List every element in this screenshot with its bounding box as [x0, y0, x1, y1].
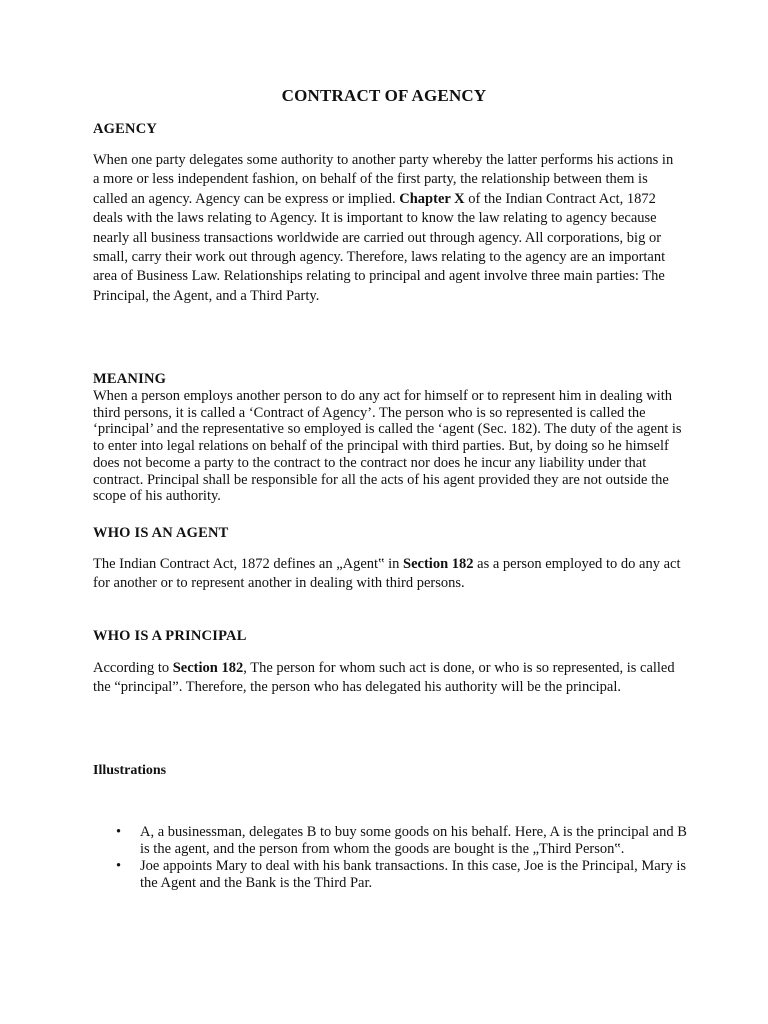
- agency-chapter-bold: Chapter X: [399, 190, 465, 207]
- agent-section-bold: Section 182: [403, 556, 474, 572]
- list-item: [93, 858, 693, 892]
- principal-section-bold: Section 182: [172, 660, 244, 676]
- bullet-icon: •: [116, 858, 122, 874]
- meaning-paragraph: When a person employs another person to do any act for himself or to represent him in dealing with third persons, it is called a ‘Contract of Agency’. The person who is so represented is called the ‘principal’ and the representative so employed is called the ‘agent (Sec. 182). The duty of the agent is to enter into legal relations on behalf of the principal with third parties. But, by doing so he himself does not become a party to the contract to the contract nor does he incur any liability under that contract. Principal shall be responsible for all the acts of his agent provided they are not outside the scope of his authority.: [93, 388, 682, 505]
- section-heading-agency: AGENCY: [93, 121, 158, 137]
- principal-text-part-2: , The person for whom such act is done, or who is so represented, is called the “principal”. Therefore, the person who has delegated his authority will be the principal.: [93, 660, 675, 696]
- illustrations-list: [93, 824, 693, 892]
- principal-paragraph: [93, 659, 683, 698]
- principal-text-part-1: According to: [93, 660, 173, 676]
- agent-paragraph: [93, 555, 683, 594]
- section-heading-principal: WHO IS A PRINCIPAL: [93, 628, 247, 644]
- section-heading-agent: WHO IS AN AGENT: [93, 525, 229, 541]
- section-heading-meaning: MEANING: [93, 371, 167, 387]
- agency-text-part-2: of the Indian Contract Act, 1872 deals with the laws relating to Agency. It is important to know the law relating to agency because nearly all business transactions worldwide are carried out through agency. All corporations, big or small, carry their work out through agency. Therefore, laws relating to the agency are an important area of Business Law. Relationships relating to principal and agent involve three main parties: The Principal, the Agent, and a Third Party.: [93, 190, 666, 304]
- agent-text-part-2: as a person employed to do any act for another or to represent another in dealing with third persons.: [93, 556, 681, 592]
- agency-paragraph: [93, 151, 683, 306]
- document-title: CONTRACT OF AGENCY: [281, 86, 487, 105]
- list-item-text: A, a businessman, delegates B to buy some goods on his behalf. Here, A is the principal and B is the agent, and the person from whom the goods are bought is the „Third Person‟.: [140, 824, 687, 857]
- bullet-icon: •: [116, 824, 122, 840]
- illustrations-heading: Illustrations: [93, 763, 167, 778]
- agent-text-part-1: The Indian Contract Act, 1872 defines an „Agent‟ in: [93, 556, 404, 572]
- list-item-text: Joe appoints Mary to deal with his bank transactions. In this case, Joe is the Principal, Mary is the Agent and the Bank is the Third Par.: [140, 858, 687, 891]
- agency-text-part-1: When one party delegates some authority to another party whereby the latter performs his actions in a more or less independent fashion, on behalf of the first party, the relationship between them is called an agency. Agency can be express or implied.: [93, 152, 674, 207]
- list-item: [93, 824, 693, 858]
